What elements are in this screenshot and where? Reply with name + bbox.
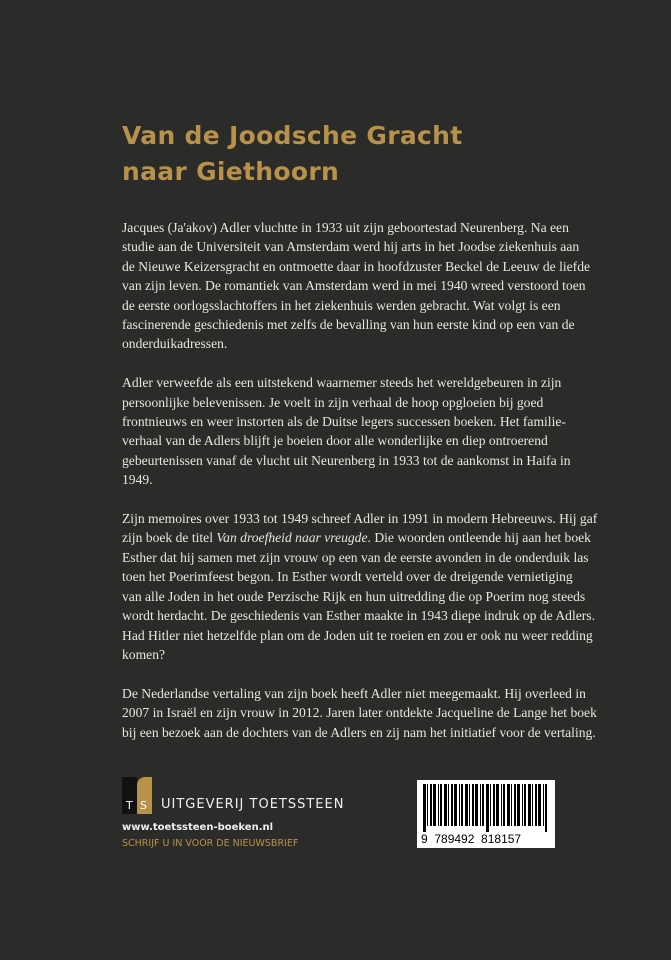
text-line: Zijn memoires over 1933 tot 1949 schreef Adler in 1991 in modern Hebreeuws. Hij gaf [122,511,598,527]
barcode-bar [507,784,510,826]
barcode-bar [528,784,531,826]
paragraph [122,684,597,742]
text-line: 2007 in Israël en zijn vrouw in 2012. Jaren later ontdekte Jacqueline de Lange het boek [122,705,597,721]
barcode-bar [480,784,481,826]
text-line: bij een bezoek aan de dochters van de Adlers en zij nam het initiatief voor de vertaling. [122,724,596,740]
book-original-title: Van droefheid naar vreugde [216,530,368,546]
publisher-name: UITGEVERIJ TOETSSTEEN [161,797,345,812]
barcode-bar [535,784,537,826]
barcode-bar [496,784,499,826]
barcode-bar [490,784,491,826]
text-line: zijn boek de titel Van droefheid naar vreugde. Die woorden ontleende hij aan het boek [122,530,591,546]
text-line: van alle Joden in het oude Perzische Rijk en hun uitredding die op Poerim nog steeds [122,588,586,604]
barcode-bar [475,784,478,826]
barcode-bar [538,784,541,826]
text-line: Esther dat hij samen met zijn vrouw op een van de eerste avonden in de onderduik las [122,549,589,565]
text-line: De Nederlandse vertaling van zijn boek heeft Adler niet meegemaakt. Hij overleed in [122,685,586,701]
text-line: toen het Poerimfeest begon. In Esther wordt verteld over de dreigende vernietiging [122,569,573,585]
barcode-bar [524,784,526,826]
text-line: de eerste oorlogsslachtoffers in het ziekenhuis werden gebracht. Wat volgt is een [122,297,561,313]
barcode-bar [433,784,436,826]
barcode-bar [423,784,426,832]
barcode-bar [459,784,460,826]
paragraph [122,509,598,664]
barcode-bar [514,784,516,826]
publisher-logo: T S [122,777,152,814]
barcode-bar [545,784,547,832]
text-line: Had Hitler niet hetzelfde plan om de Joden uit te roeien en zou er ook nu weer redding [122,627,593,643]
book-title [122,118,463,190]
barcode-bar [440,784,442,826]
publisher-url[interactable]: www.toetssteen-boeken.nl [122,822,274,833]
text-line: gebeurtenissen vanaf de vlucht uit Neurenberg in 1933 tot de aankomst in Haifa in [122,452,571,468]
barcode-bar [454,784,457,826]
barcode-bar [465,784,468,826]
barcode-bar [448,784,449,826]
barcode-bars [423,784,549,832]
barcode-bar [472,784,474,826]
blurb-text [122,218,598,761]
isbn-number: 9 789492 818157 [421,832,522,846]
text-line: persoonlijke belevenissen. Je voelt in zijn verhaal de hoop opgloeien bij goed [122,394,544,410]
newsletter-signup[interactable]: SCHRIJF U IN VOOR DE NIEUWSBRIEF [122,838,299,849]
text-line: studie aan de Universiteit van Amsterdam werd hij arts in het Joodse ziekenhuis aan [122,239,580,255]
barcode-bar [469,784,470,826]
isbn-barcode [417,780,555,848]
barcode-bar [493,784,495,826]
barcode-bar [501,784,502,826]
barcode-bar [427,784,428,826]
barcode-bar [517,784,520,826]
barcode-bar [430,784,432,826]
barcode-bar [522,784,523,826]
barcode-bar [543,784,544,826]
barcode-bar [444,784,447,826]
text-line: verhaal van de Adlers blijft je boeien door alle wonderlijke en diep ontroerend [122,433,548,449]
barcode-bar [532,784,533,826]
paragraph [122,218,592,354]
text-line: 1949. [122,472,153,488]
barcode-bar [503,784,505,826]
barcode-bar [451,784,453,826]
text-line: Jacques (Ja'akov) Adler vluchtte in 1933 uit zijn geboortestad Neurenberg. Na een [122,220,569,235]
barcode-bar [461,784,463,826]
barcode-bar [486,784,489,832]
text-line: Adler verweefde als een uitstekend waarnemer steeds het wereldgebeuren in zijn [122,375,562,391]
title-line-1: Van de Joodsche Gracht [122,121,463,150]
paragraph [122,373,592,489]
text-line: wordt herdacht. De geschiedenis van Esther maakte in 1943 diepe indruk op de Adlers. [122,608,595,624]
barcode-bar [511,784,512,826]
text-line: frontnieuws en weer instorten als de Duitse legers successen boeken. Het familie- [122,414,566,430]
text-line: onderduikadressen. [122,336,228,352]
text-line: van zijn leven. De romantiek van Amsterdam werd in mei 1940 wreed verstoord toen [122,278,586,294]
barcode-bar [482,784,484,826]
title-line-2: naar Giethoorn [122,157,340,186]
text-line: fascinerende geschiedenis met zelfs de bevalling van hun eerste kind op een van de [122,317,575,333]
barcode-bar [438,784,439,826]
text-line: de Nieuwe Keizersgracht en ontmoette daar in hoofdzuster Beckel de Leeuw de liefde [122,258,591,274]
text-line: komen? [122,646,166,662]
